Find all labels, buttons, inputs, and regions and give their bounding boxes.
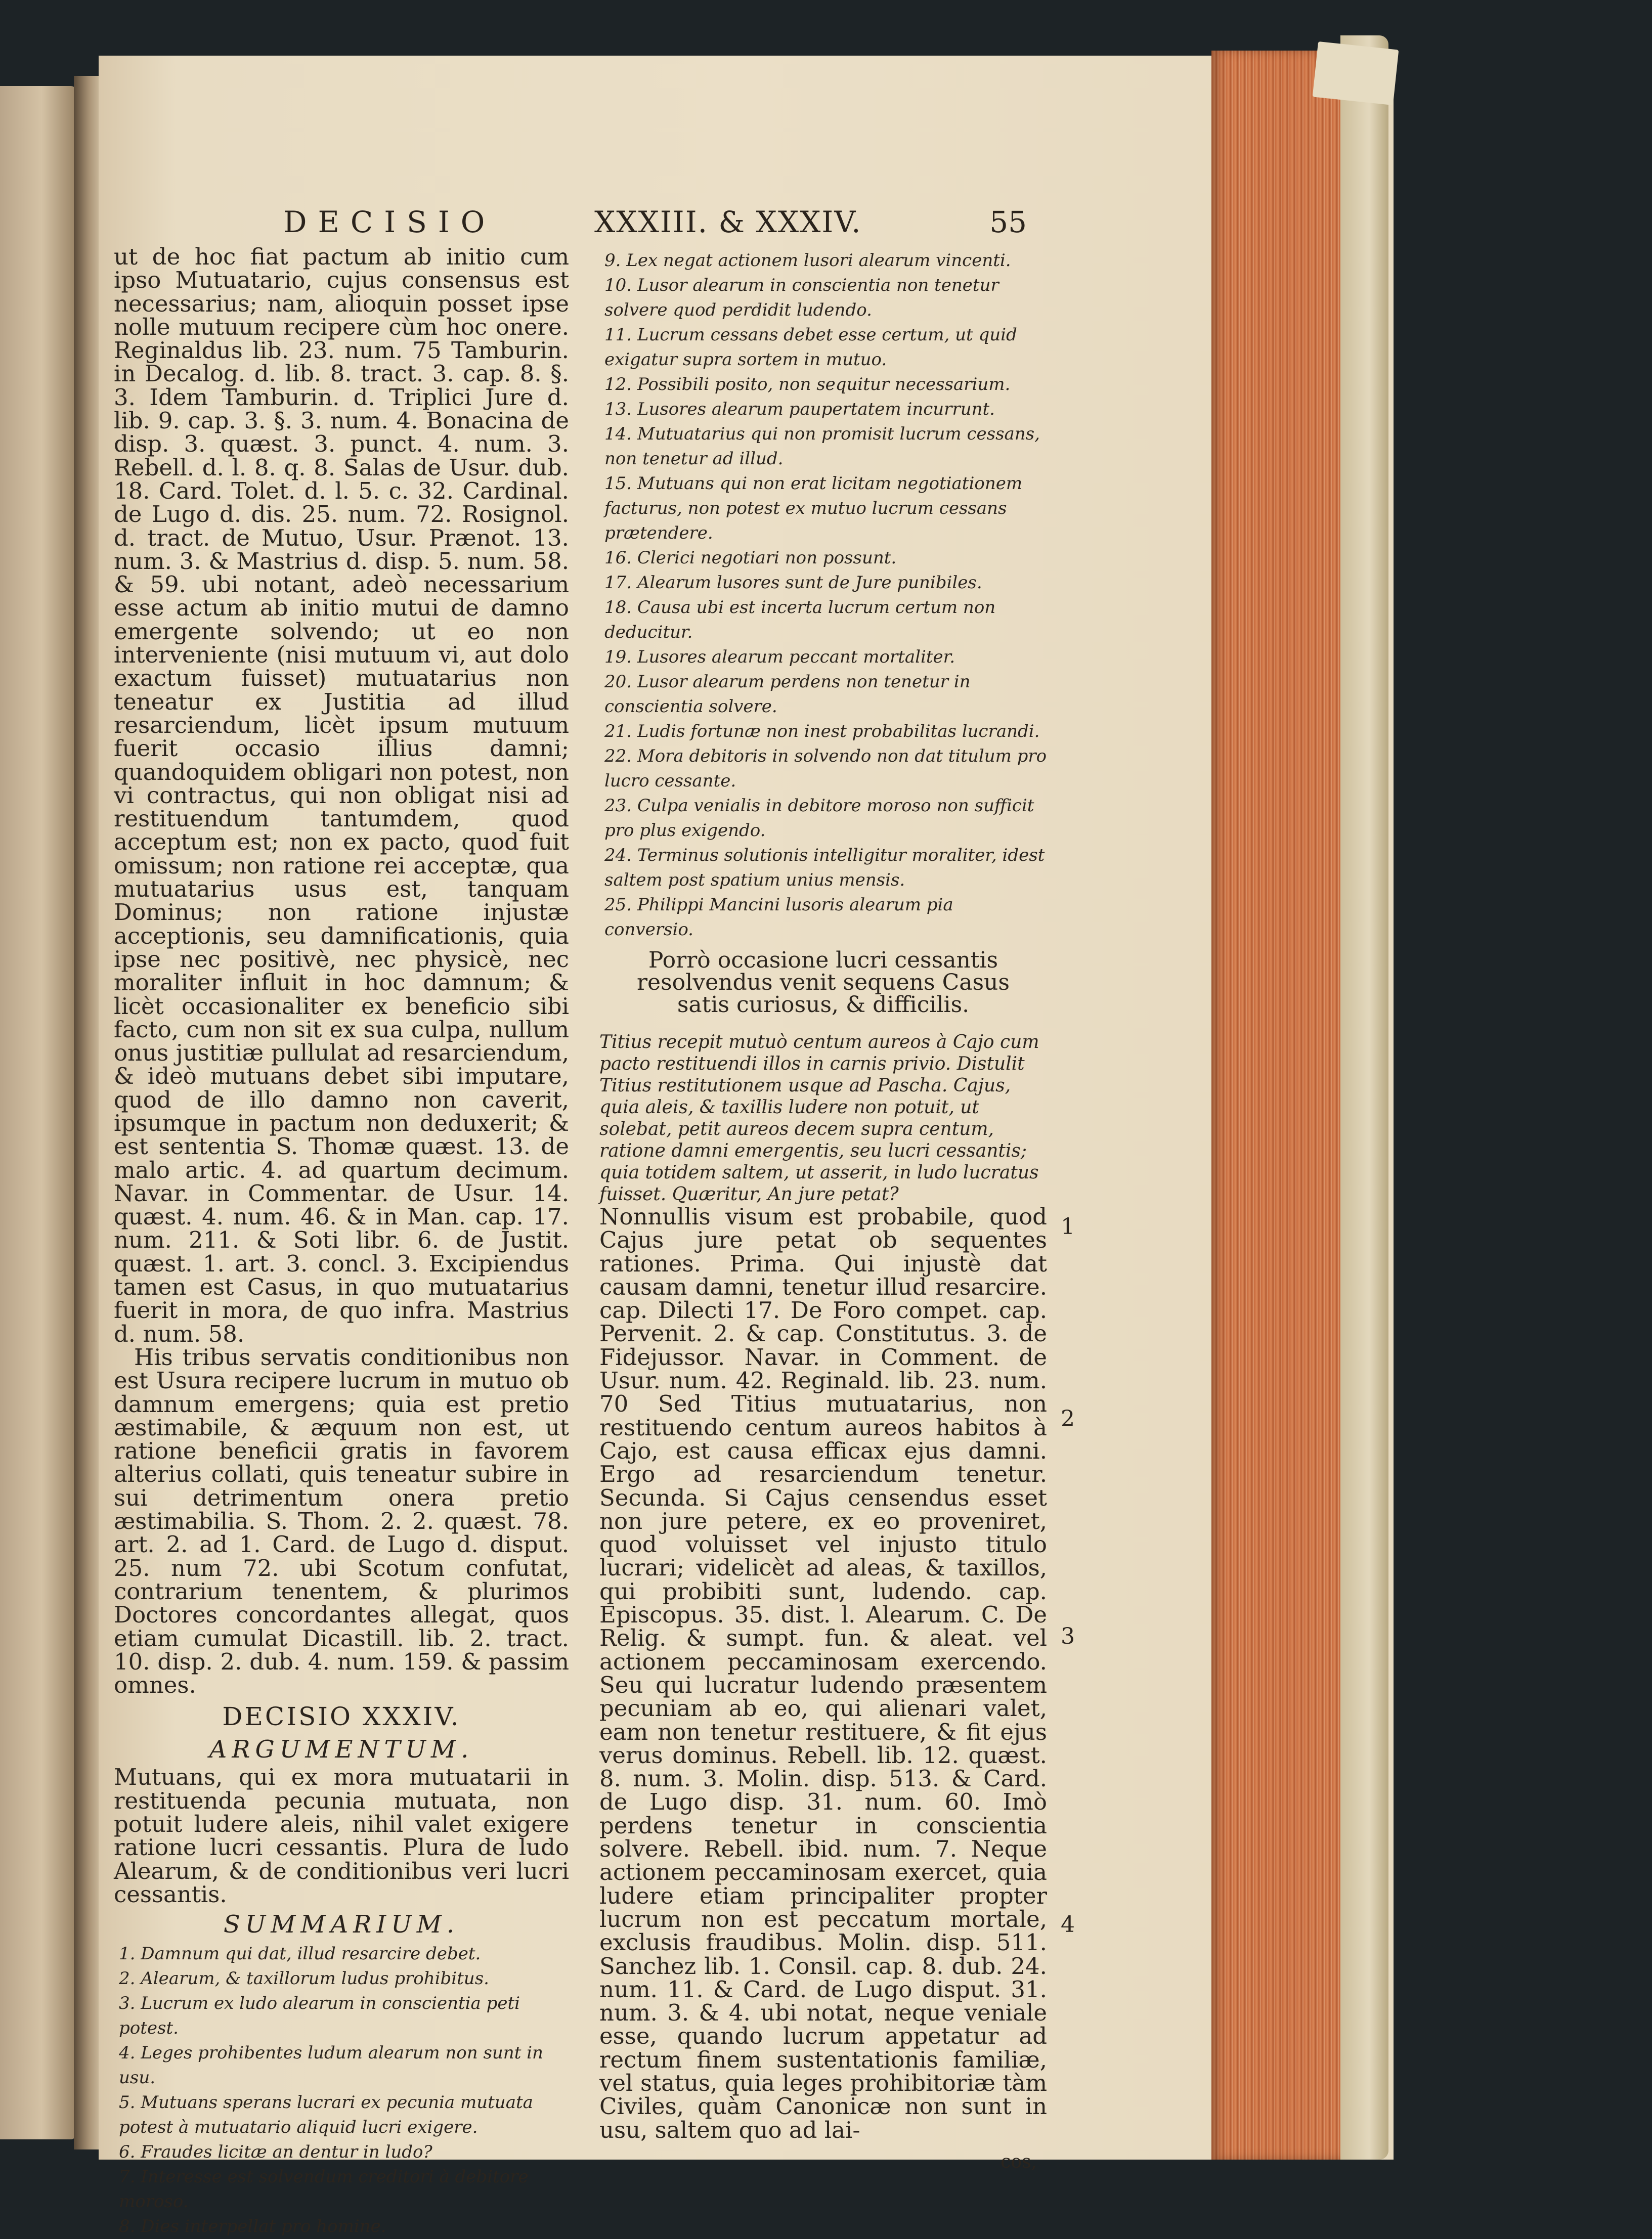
summarium-item: 16. Clerici negotiari non possunt.	[604, 548, 897, 568]
summarium-item: 13. Lusores alearum paupertatem incurrunt.	[604, 399, 995, 419]
summarium-item: 9. Lex negat actionem lusori alearum vincenti.	[604, 250, 1011, 271]
summarium-item: 15. Mutuans qui non erat licitam negotiationem facturus, non potest ex mutuo lucrum cessans prætendere.	[604, 473, 1023, 543]
catchword: cos,	[1001, 2151, 1037, 2172]
summarium-item: 14. Mutuatarius qui non promisit lucrum cessans, non tenetur ad illud.	[604, 424, 1040, 469]
summarium-item: 17. Alearum lusores sunt de Jure punibiles.	[604, 573, 982, 593]
margin-note-1: 1	[1061, 1214, 1075, 1240]
summarium-item: 6. Fraudes licitæ an dentur in ludo?	[119, 2142, 432, 2163]
summarium-item: 11. Lucrum cessans debet esse certum, ut quid exigatur supra sortem in mutuo.	[604, 325, 1017, 370]
summarium-item: 21. Ludis fortunæ non inest probabilitas lucrandi.	[604, 721, 1040, 741]
summarium-item: 1. Damnum qui dat, illud resarcire debet.	[119, 1944, 481, 1964]
right-column	[599, 245, 1047, 2172]
summarium-item: 24. Terminus solutionis intelligitur moraliter, idest saltem post spatium unius mensis.	[604, 845, 1045, 890]
cover-board	[1340, 35, 1388, 2160]
summarium-item: 23. Culpa venialis in debitore moroso non sufficit pro plus exigendo.	[604, 796, 1034, 841]
argumentum-heading: ARGUMENTUM.	[209, 1735, 474, 1764]
summarium-item: 22. Mora debitoris in solvendo non dat titulum pro lucro cessante.	[604, 746, 1047, 791]
margin-note-2: 2	[1061, 1406, 1075, 1432]
summarium-item: 7. Interesse est solvendum creditori à debitore moroso.	[119, 2167, 529, 2212]
header-title: DECISIO	[283, 205, 496, 239]
margin-note-3: 3	[1061, 1623, 1075, 1649]
left-column	[114, 245, 569, 2239]
summarium-item: 4. Leges prohibentes ludum alearum non sunt in usu.	[119, 2043, 543, 2088]
facing-page-edge	[0, 86, 76, 2139]
summarium-item: 25. Philippi Mancini lusoris alearum pia conversio.	[604, 895, 953, 940]
decisio-heading: DECISIO XXXIV.	[222, 1702, 461, 1732]
summarium-item: 8. Dies interpellat pro homine.	[119, 2216, 386, 2237]
right-body-text: Nonnullis visum est probabile, quod Cajus jure petat ob sequentes rationes. Prima. Qui injustè dat causam damni, tenetur illud resarcire. cap. Dilecti 17. De Foro compet. cap. Pervenit. 2. & cap. Constitutus. 3. de Fidejussor. Navar. in Comment. de Usur. num. 42. Reginald. lib. 23. num. 70 Sed Titius mutuatarius, non restituendo centum aureos habitos à Cajo, est causa efficax ejus damni. Ergo ad resarciendum tenetur. Secunda. Si Cajus censendus esset non jure petere, ex eo proveniret, quod voluisset vel injusto titulo lucrari; videlicèt ad aleas, & taxillos, qui probibiti sunt, ludendo. cap. Episcopus. 35. dist. l. Alearum. C. De Relig. & sumpt. fun. & aleat. vel actionem peccaminosam exercendo. Seu qui lucratur ludendo præsentem pecuniam ab eo, qui alienari valet, eam non tenetur restituere, & fit ejus verus dominus. Rebell. lib. 12. quæst. 8. num. 3. Molin. disp. 513. & Card. de Lugo disp. 31. num. 60. Imò perdens tenetur in conscientia solvere. Rebell. ibid. num. 7. Neque actionem peccaminosam exercet, quia ludere etiam principaliter propter lucrum non est peccatum mortale, exclusis fraudibus. Molin. disp. 511. Sanchez lib. 1. Consil. cap. 8. dub. 24. num. 11. & Card. de Lugo disput. 31. num. 3. & 4. ubi notat, neque veniale esse, quando lucrum appetatur ad rectum finem sustentationis familiæ, vel status, quia leges prohibitoriæ tàm Civiles, quàm Canonicæ non sunt in usu, saltem quo ad lai-	[599, 1203, 1047, 2143]
header-decision-numbers: XXXIII. & XXXIV.	[594, 205, 862, 239]
summarium-item: 2. Alearum, & taxillorum ludus prohibitus.	[119, 1968, 489, 1989]
summarium-item: 18. Causa ubi est incerta lucrum certum non deducitur.	[604, 597, 996, 642]
summarium-item: 5. Mutuans sperans lucrari ex pecunia mutuata potest à mutuatario aliquid lucri exigere.	[119, 2092, 533, 2138]
summarium-item: 3. Lucrum ex ludo alearum in conscientia peti potest.	[119, 1993, 520, 2039]
summarium-heading: SUMMARIUM.	[223, 1910, 460, 1939]
casus-heading: Porrò occasione lucri cessantis resolvendus venit sequens Casus satis curiosus, & difficilis.	[637, 947, 1010, 1018]
case-statement: Titius recepit mutuò centum aureos à Cajo cum pacto restituendi illos in carnis privio. Distulit Titius restitutionem usque ad Pascha. Cajus, quia aleis, & taxillis ludere non potuit, ut solebat, petit aureos decem supra centum, ratione damni emergentis, seu lucri cessantis; quia totidem saltem, ut asserit, in ludo lucratus fuisset. Quæritur, An jure petat?	[599, 1032, 1039, 1205]
cover-corner	[1313, 41, 1399, 105]
argumentum-text: Mutuans, qui ex mora mutuatarii in restituenda pecunia mutuata, non potuit ludere aleis, nihil valet exigere ratione lucri cessantis. Plura de ludo Alearum, & de conditionibus veri lucri cessantis.	[114, 1764, 569, 1908]
left-paragraph-2: His tribus servatis conditionibus non est Usura recipere lucrum in mutuo ob damnum emergens; quia est pretio æstimabile, & æquum non est, ut ratione beneficii gratis in favorem alterius collati, quis teneatur subire in sui detrimentum onera pretio æstimabilia. S. Thom. 2. 2. quæst. 78. art. 2. ad 1. Card. de Lugo d. disput. 25. num 72. ubi Scotum confutat, contrarium tenentem, & plurimos Doctores concordantes allegat, quos etiam cumulat Dicastill. lib. 2. tract. 10. disp. 2. dub. 4. num. 159. & passim omnes.	[114, 1343, 569, 1699]
summarium-item: 12. Possibili posito, non sequitur necessarium.	[604, 374, 1011, 394]
summarium-item: 19. Lusores alearum peccant mortaliter.	[604, 647, 955, 667]
running-header	[283, 205, 1027, 240]
left-body-text: ut de hoc fiat pactum ab initio cum ipso Mutuatario, cujus consensus est necessarius; nam, alioquin posset ipse nolle mutuum recipere cùm hoc onere. Reginaldus lib. 23. num. 75 Tamburin. in Decalog. d. lib. 8. tract. 3. cap. 8. §. 3. Idem Tamburin. d. Triplici Jure d. lib. 9. cap. 3. §. 3. num. 4. Bonacina de disp. 3. quæst. 3. punct. 4. num. 3. Rebell. d. l. 8. q. 8. Salas de Usur. dub. 18. Card. Tolet. d. l. 5. c. 32. Cardinal. de Lugo d. dis. 25. num. 72. Rosignol. d. tract. de Mutuo, Usur. Prænot. 13. num. 3. & Mastrius d. disp. 5. num. 58. & 59. ubi notant, adeò necessarium esse actum ab initio mutui de damno emergente solvendo; ut eo non interveniente (nisi mutuum vi, aut dolo exactum fuisset) mutuatarius non teneatur ex Justitia ad illud resarciendum, licèt ipsum mutuum fuerit occasio illius damni; quandoquidem obligari non potest, non vi contractus, qui non obligat nisi ad restituendum tantumdem, quod acceptum est; non ex pacto, quod fuit omissum; non ratione rei acceptæ, qua mutuatarius usus est, tanquam Dominus; non ratione injustæ acceptionis, seu damnificationis, quia ipse nec positivè, nec physicè, nec moraliter influit in hoc damnum; & licèt occasionaliter ex beneficio sibi facto, cum non sit ex sua culpa, nullum onus justitiæ pullulat ad resarciendum, & ideò mutuans debet sibi imputare, quod de illo damno non caverit, ipsumque in pactum non deduxerit; & est sententia S. Thomæ quæst. 13. de malo artic. 4. ad quartum decimum. Navar. in Commentar. de Usur. 14. quæst. 4. num. 46. & in Man. cap. 17. num. 211. & Soti libr. 6. de Justit. quæst. 1. art. 3. concl. 3. Excipiendus tamen est Casus, in quo mutuatarius fuerit in mora, de quo infra. Mastrius d. num. 58.	[114, 243, 569, 1347]
summarium-list-right	[599, 248, 1047, 942]
summarium-item: 20. Lusor alearum perdens non tenetur in conscientia solvere.	[604, 672, 971, 717]
margin-note-4: 4	[1061, 1912, 1075, 1938]
page-block-edges	[1211, 51, 1343, 2160]
summarium-item: 10. Lusor alearum in conscientia non tenetur solvere quod perdidit ludendo.	[604, 275, 999, 320]
page-number: 55	[989, 205, 1027, 239]
summarium-list-left	[114, 1942, 569, 2239]
